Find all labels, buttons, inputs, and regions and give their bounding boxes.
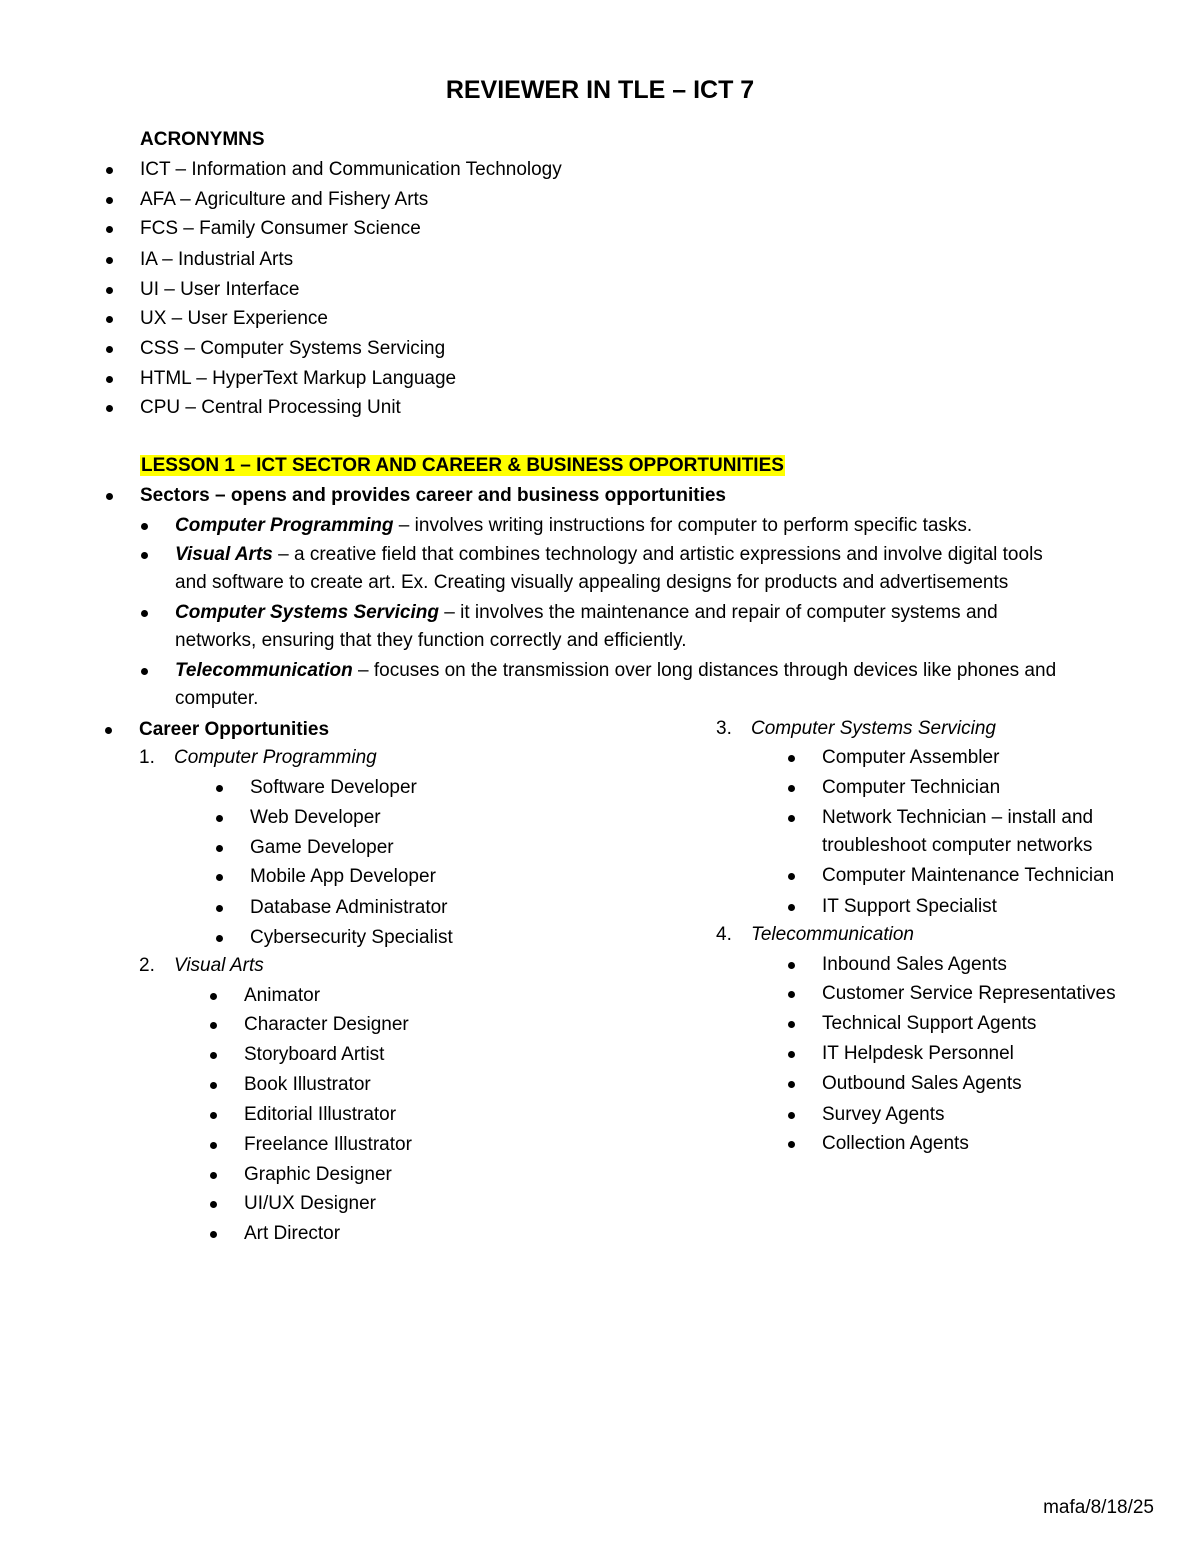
- sector-desc-cont: and software to create art. Ex. Creating visually appealing designs for products and advertisements: [175, 572, 1009, 593]
- career-category: Visual Arts: [174, 955, 264, 976]
- sectors-label: Sectors – opens and provides career and business opportunities: [140, 485, 726, 506]
- list-item: Graphic Designer: [244, 1164, 392, 1185]
- sector-desc: – a creative field that combines technology and artistic expressions and involve digital tools: [272, 544, 1043, 565]
- list-item: FCS – Family Consumer Science: [140, 218, 421, 239]
- sector-term: Computer Systems Servicing: [175, 602, 439, 623]
- page-title: REVIEWER IN TLE – ICT 7: [445, 76, 755, 104]
- list-item: IT Helpdesk Personnel: [822, 1043, 1014, 1064]
- sector-item: [175, 544, 1043, 566]
- sector-desc: – involves writing instructions for computer to perform specific tasks.: [393, 515, 973, 536]
- list-item: Network Technician – install and: [822, 807, 1094, 828]
- career-label: Career Opportunities: [139, 719, 330, 740]
- sector-item: [175, 515, 972, 537]
- list-item: Customer Service Representatives: [822, 983, 1116, 1004]
- list-item: Collection Agents: [822, 1133, 969, 1154]
- sector-term: Computer Programming: [175, 515, 394, 536]
- list-item: Database Administrator: [250, 897, 448, 918]
- list-item: AFA – Agriculture and Fishery Arts: [140, 189, 429, 210]
- list-item: CPU – Central Processing Unit: [140, 397, 401, 418]
- list-item: Editorial Illustrator: [244, 1104, 397, 1125]
- list-item: Computer Maintenance Technician: [822, 865, 1115, 886]
- career-number: 2.: [139, 955, 155, 976]
- list-item: CSS – Computer Systems Servicing: [140, 338, 446, 359]
- career-number: 4.: [716, 924, 732, 945]
- list-item-cont: troubleshoot computer networks: [822, 835, 1093, 856]
- sector-term: Telecommunication: [175, 660, 353, 681]
- list-item: UX – User Experience: [140, 308, 328, 329]
- list-item: Game Developer: [250, 837, 394, 858]
- list-item: Character Designer: [244, 1014, 409, 1035]
- list-item: Computer Technician: [822, 777, 1001, 798]
- list-item: Cybersecurity Specialist: [250, 927, 453, 948]
- career-category: Computer Programming: [174, 747, 377, 768]
- list-item: Animator: [244, 985, 321, 1006]
- list-item: Mobile App Developer: [250, 866, 436, 887]
- sector-item: [175, 602, 998, 624]
- list-item: Book Illustrator: [244, 1074, 371, 1095]
- list-item: ICT – Information and Communication Technology: [140, 159, 562, 180]
- list-item: UI/UX Designer: [244, 1193, 376, 1214]
- list-item: Outbound Sales Agents: [822, 1073, 1022, 1094]
- sector-desc-cont: computer.: [175, 688, 259, 709]
- list-item: Art Director: [244, 1223, 341, 1244]
- sector-desc-cont: networks, ensuring that they function correctly and efficiently.: [175, 630, 687, 651]
- lesson-heading-text: LESSON 1 – ICT SECTOR AND CAREER & BUSINESS OPPORTUNITIES: [141, 455, 784, 476]
- list-item: Computer Assembler: [822, 747, 1000, 768]
- list-item: Survey Agents: [822, 1104, 945, 1125]
- acronyms-heading: ACRONYMNS: [140, 129, 265, 150]
- footer-note: mafa/8/18/25: [1043, 1497, 1154, 1518]
- list-item: HTML – HyperText Markup Language: [140, 368, 457, 389]
- list-item: IT Support Specialist: [822, 896, 997, 917]
- career-category: Computer Systems Servicing: [751, 718, 996, 739]
- career-category: Telecommunication: [751, 924, 914, 945]
- list-item: Storyboard Artist: [244, 1044, 385, 1065]
- list-item: UI – User Interface: [140, 279, 300, 300]
- list-item: Technical Support Agents: [822, 1013, 1037, 1034]
- list-item: IA – Industrial Arts: [140, 249, 294, 270]
- list-item: Freelance Illustrator: [244, 1134, 412, 1155]
- career-number: 1.: [139, 747, 155, 768]
- career-number: 3.: [716, 718, 732, 739]
- list-item: Software Developer: [250, 777, 417, 798]
- sector-term: Visual Arts: [175, 544, 273, 565]
- sector-item: [175, 660, 1056, 682]
- sector-desc: – focuses on the transmission over long distances through devices like phones and: [352, 660, 1057, 681]
- list-item: Inbound Sales Agents: [822, 954, 1007, 975]
- list-item: Web Developer: [250, 807, 381, 828]
- sector-desc: – it involves the maintenance and repair of computer systems and: [438, 602, 998, 623]
- lesson-heading: [140, 455, 785, 477]
